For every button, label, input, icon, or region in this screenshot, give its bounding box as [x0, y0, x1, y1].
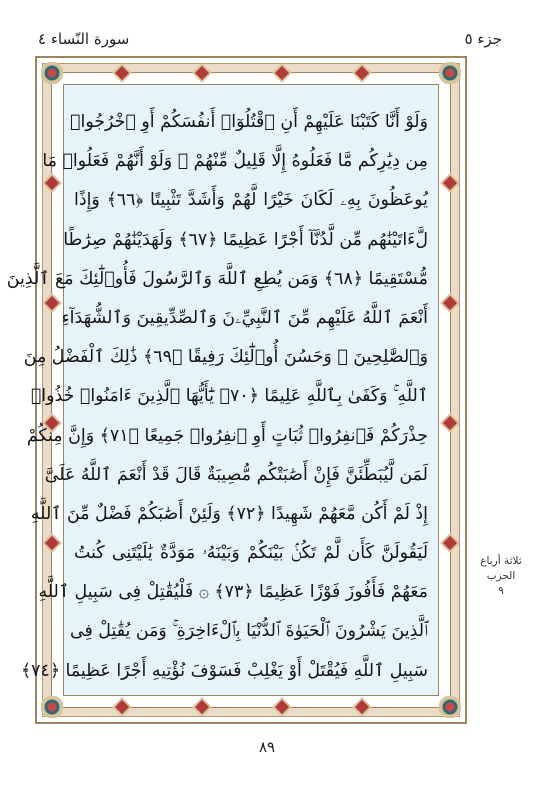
hizb-marker-line: ثلاثة أرباع	[480, 555, 522, 567]
text-line: يُوعَظُونَ بِهِۦ لَكَانَ خَيْرًا لَّهُمْ وَأَشَدَّ تَثْبِيتًا ﴿٦٦﴾ وَإِذًا	[74, 190, 428, 211]
text-line: ٱللَّهِ ۚ وَكَفَىٰ بِٱللَّهِ عَلِيمًا ﴿٧٠﴾ يَٰٓأَيُّهَا ٱلَّذِينَ ءَامَنُوا۟ خُذُوا۟	[30, 386, 428, 407]
text-line: حِذْرَكُمْ فَٱنفِرُوا۟ ثُبَاتٍ أَوِ ٱنفِرُوا۟ جَمِيعًا ﴿٧١﴾ وَإِنَّ مِنكُمْ	[26, 425, 428, 446]
hizb-marker-line: الحزب	[486, 570, 516, 582]
surah-label: سورة النّساء ٤	[38, 30, 130, 48]
quran-text	[6, 103, 428, 691]
page-header	[30, 28, 510, 52]
text-line: لَمَن لَّيُبَطِّئَنَّ فَإِنْ أَصَٰبَتْكُم مُّصِيبَةٌ قَالَ قَدْ أَنْعَمَ ٱللَّهُ عَلَىَّ	[44, 464, 428, 485]
decorative-frame	[6, 56, 467, 724]
text-line: إِذْ لَمْ أَكُن مَّعَهُمْ شَهِيدًا ﴿٧٢﴾ وَلَئِنْ أَصَٰبَكُمْ فَضْلٌ مِّنَ ٱللَّهِ	[30, 503, 428, 524]
juz-label: جزء ٥	[464, 30, 502, 48]
text-line: مِن دِيَٰرِكُم مَّا فَعَلُوهُ إِلَّا قَلِيلٌ مِّنْهُمْ ۖ وَلَوْ أَنَّهُمْ فَعَلُوا۟ مَا	[42, 151, 428, 172]
text-line: وَٱلصَّٰلِحِينَ ۚ وَحَسُنَ أُو۟لَٰٓئِكَ رَفِيقًا ﴿٦٩﴾ ذَٰلِكَ ٱلْفَضْلُ مِنَ	[23, 347, 428, 368]
text-line: وَلَوْ أَنَّا كَتَبْنَا عَلَيْهِمْ أَنِ ٱقْتُلُوٓا۟ أَنفُسَكُمْ أَوِ ٱخْرُجُوا۟	[70, 112, 428, 132]
text-line: أَنْعَمَ ٱللَّهُ عَلَيْهِم مِّنَ ٱلنَّبِيِّۦنَ وَٱلصِّدِّيقِينَ وَٱلشُّهَدَآءِ	[61, 307, 428, 328]
hizb-marker-line: ٩	[498, 585, 504, 597]
corner-ornament-icon	[439, 62, 461, 84]
hizb-marker	[472, 554, 530, 599]
text-line: لَيَقُولَنَّ كَأَن لَّمْ تَكُنۢ بَيْنَكُمْ وَبَيْنَهُۥ مَوَدَّةٌ يَٰلَيْتَنِى كُنتُ	[74, 543, 428, 564]
text-line: مُّسْتَقِيمًا ﴿٦٨﴾ وَمَن يُطِعِ ٱللَّهَ وَٱلرَّسُولَ فَأُو۟لَٰٓئِكَ مَعَ ٱلَّذِينَ	[6, 268, 428, 289]
corner-ornament-icon	[439, 696, 461, 718]
corner-ornament-icon	[41, 62, 63, 84]
page-number: ٨٩	[258, 738, 276, 756]
text-line: لَّءَاتَيْنَٰهُم مِّن لَّدُنَّآ أَجْرًا عَظِيمًا ﴿٦٧﴾ وَلَهَدَيْنَٰهُمْ صِرَٰطًا	[63, 229, 428, 250]
text-line: ٱلَّذِينَ يَشْرُونَ ٱلْحَيَوٰةَ ٱلدُّنْيَا بِٱلْءَاخِرَةِ ۚ وَمَن يُقَٰتِلْ فِى	[69, 621, 428, 642]
text-line: سَبِيلِ ٱللَّهِ فَيُقْتَلْ أَوْ يَغْلِبْ فَسَوْفَ نُؤْتِيهِ أَجْرًا عَظِيمًا ﴿٧٤﴾	[20, 660, 428, 681]
text-line: مَعَهُمْ فَأَفُوزَ فَوْزًا عَظِيمًا ﴿٧٣﴾ ۞ فَلْيُقَٰتِلْ فِى سَبِيلِ ٱللَّهِ	[38, 582, 428, 603]
corner-ornament-icon	[41, 696, 63, 718]
text-panel	[6, 84, 439, 696]
